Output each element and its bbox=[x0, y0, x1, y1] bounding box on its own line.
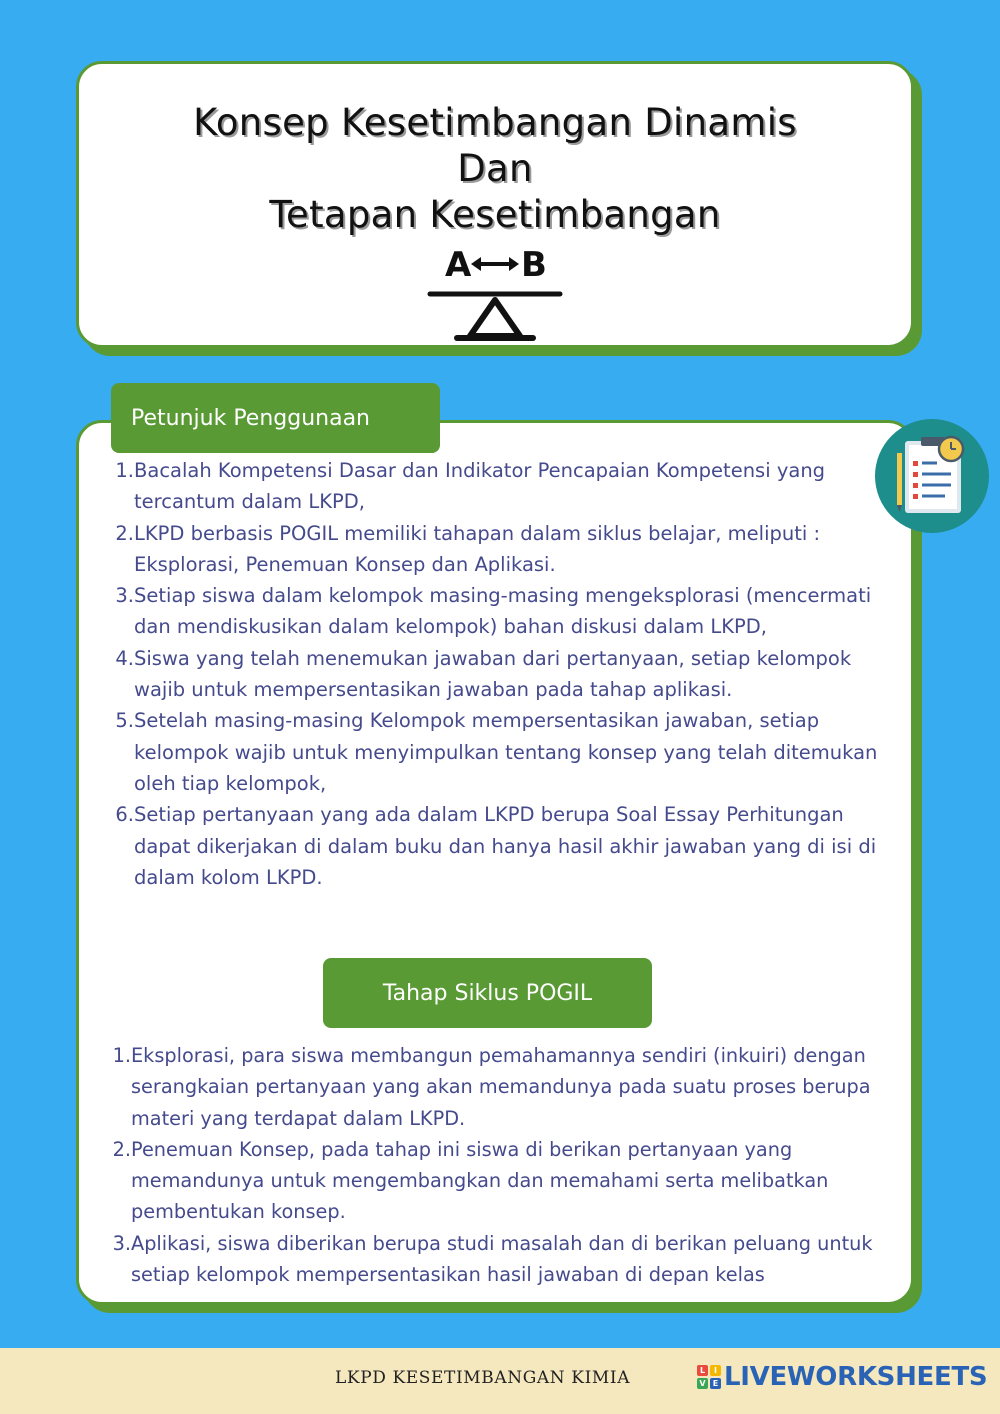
list-item bbox=[112, 643, 882, 706]
item-number: 1. bbox=[115, 459, 134, 482]
item-text: Siswa yang telah menemukan jawaban dari pertanyaan, setiap kelompok wajib untuk mempersentasikan jawaban pada tahap aplikasi. bbox=[134, 646, 852, 702]
list-item bbox=[112, 705, 882, 799]
live-letter: V bbox=[697, 1378, 708, 1389]
balance-fulcrum bbox=[457, 300, 533, 338]
petunjuk-list bbox=[112, 455, 882, 893]
item-number: 3. bbox=[112, 1231, 131, 1255]
pogil-list bbox=[110, 1040, 910, 1290]
item-text: Eksplorasi, para siswa membangun pemahamannya sendiri (inkuiri) dengan serangkaian pertanyaan yang akan memandunya pada suatu proses berupa materi yang terdapat dalam LKPD. bbox=[131, 1044, 871, 1130]
item-number: 6. bbox=[115, 803, 134, 827]
equilibrium-right-label: B bbox=[521, 245, 547, 285]
live-letter: I bbox=[710, 1365, 721, 1376]
item-text: Penemuan Konsep, pada tahap ini siswa di berikan pertanyaan yang memandunya untuk mengembangkan dan memahami serta melibatkan pembentukan konsep. bbox=[131, 1137, 829, 1224]
footer bbox=[0, 1348, 1000, 1414]
list-item bbox=[110, 1228, 910, 1291]
clipboard-checklist-icon bbox=[875, 419, 989, 533]
list-item bbox=[112, 518, 882, 581]
live-grid-icon bbox=[697, 1365, 721, 1389]
brand-name: LIVEWORKSHEETS bbox=[724, 1362, 988, 1392]
live-letter: E bbox=[710, 1378, 721, 1389]
list-item bbox=[110, 1040, 910, 1134]
footer-title: LKPD KESETIMBANGAN KIMIA bbox=[335, 1368, 631, 1388]
title-card bbox=[76, 61, 914, 348]
list-item bbox=[112, 799, 882, 893]
equilibrium-left-label: A bbox=[445, 245, 472, 285]
liveworksheets-logo[interactable] bbox=[697, 1362, 987, 1392]
balance-double-arrow-icon bbox=[425, 244, 565, 344]
item-text: Setiap pertanyaan yang ada dalam LKPD berupa Soal Essay Perhitungan dapat dikerjakan di dalam buku dan hanya hasil akhir jawaban yang di isi di dalam kolom LKPD. bbox=[134, 803, 877, 889]
double-arrow-icon bbox=[471, 257, 519, 271]
item-text: Setiap siswa dalam kelompok masing-masing mengeksplorasi (mencermati dan mendiskusikan dalam kelompok) bahan diskusi dalam LKPD, bbox=[134, 584, 872, 639]
title-line-1: Konsep Kesetimbangan Dinamis bbox=[193, 101, 797, 144]
title-line-2: Dan bbox=[457, 147, 533, 190]
item-text: Aplikasi, siswa diberikan berupa studi masalah dan di berikan peluang untuk setiap kelompok mempersentasikan hasil jawaban di depan kelas bbox=[131, 1231, 873, 1287]
item-number: 2. bbox=[115, 521, 134, 545]
pogil-heading: Tahap Siklus POGIL bbox=[323, 958, 652, 1028]
item-number: 4. bbox=[115, 646, 134, 670]
list-item bbox=[112, 455, 882, 518]
petunjuk-heading: Petunjuk Penggunaan bbox=[111, 383, 440, 453]
title-line-3: Tetapan Kesetimbangan bbox=[269, 193, 721, 236]
item-text: Bacalah Kompetensi Dasar dan Indikator Pencapaian Kompetensi yang tercantum dalam LKPD, bbox=[134, 459, 826, 514]
list-item bbox=[110, 1134, 910, 1228]
item-text: LKPD berbasis POGIL memiliki tahapan dalam siklus belajar, meliputi : Eksplorasi, Penemuan Konsep dan Aplikasi. bbox=[134, 521, 821, 576]
item-text: Setelah masing-masing Kelompok mempersentasikan jawaban, setiap kelompok wajib untuk menyimpulkan tentang konsep yang telah ditemukan oleh tiap kelompok, bbox=[134, 709, 878, 795]
list-item bbox=[112, 580, 882, 643]
item-number: 5. bbox=[115, 709, 134, 733]
item-number: 2. bbox=[112, 1137, 131, 1161]
item-number: 3. bbox=[115, 584, 134, 608]
item-number: 1. bbox=[112, 1044, 131, 1067]
live-letter: L bbox=[697, 1365, 708, 1376]
